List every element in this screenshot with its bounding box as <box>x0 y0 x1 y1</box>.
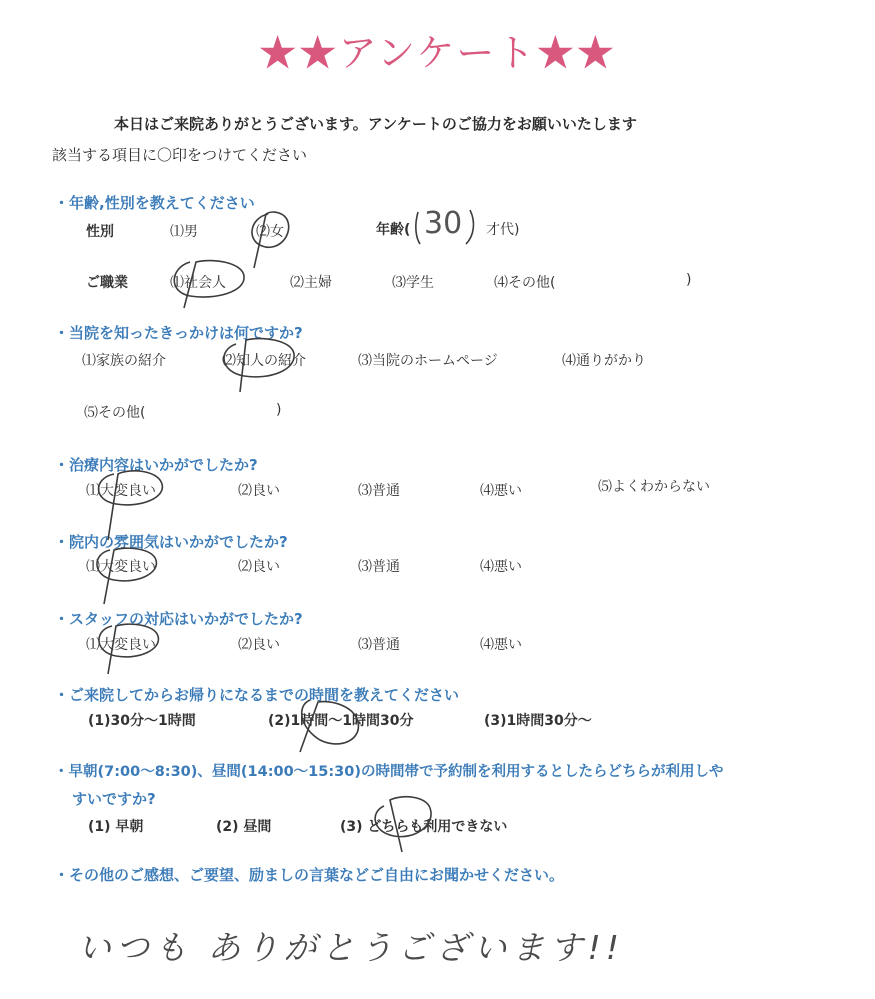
gender-label: 性別 <box>86 224 114 240</box>
found-option-family[interactable]: ⑴家族の紹介 <box>82 353 166 369</box>
circle-mark-gender-female <box>252 212 289 268</box>
age-label: 年齢( <box>376 222 411 238</box>
gender-option-female[interactable]: ⑵女 <box>256 224 284 240</box>
circle-mark-age <box>416 210 474 244</box>
question-atmosphere: ・院内の雰囲気はいかがでしたか? <box>54 533 288 551</box>
question-reservation-line1: ・早朝(7:00〜8:30)、昼間(14:00〜15:30)の時間帯で予約制を利用するとしたらどちらが利用しや <box>54 764 724 780</box>
atmosphere-option-good[interactable]: ⑵良い <box>238 559 280 575</box>
staff-option-good[interactable]: ⑵良い <box>238 637 280 653</box>
handwritten-comment[interactable]: いつも ありがとうございます!! <box>78 928 624 967</box>
treatment-option-very-good[interactable]: ⑴大変良い <box>86 483 156 499</box>
job-label: ご職業 <box>86 275 128 291</box>
age-suffix: 才代) <box>486 222 520 238</box>
job-other-close-paren: ) <box>686 272 692 288</box>
duration-option-90-plus[interactable]: (3)1時間30分〜 <box>484 713 592 729</box>
question-age-gender: ・年齢,性別を教えてください <box>54 194 255 212</box>
duration-option-60-90[interactable]: (2)1時間〜1時間30分 <box>268 713 414 729</box>
reservation-option-daytime[interactable]: (2) 昼間 <box>216 819 272 835</box>
circle-mark-staff-very-good <box>99 624 158 674</box>
question-visit-duration: ・ご来院してからお帰りになるまでの時間を教えてください <box>54 686 460 704</box>
treatment-option-bad[interactable]: ⑷悪い <box>480 483 522 499</box>
job-option-other[interactable]: ⑷その他( <box>494 275 556 291</box>
job-option-student[interactable]: ⑶学生 <box>392 275 434 291</box>
question-how-found: ・当院を知ったきっかけは何ですか? <box>54 324 303 342</box>
instruction-text: 該当する項目に〇印をつけてください <box>52 146 308 164</box>
treatment-option-unsure[interactable]: ⑸よくわからない <box>598 479 710 495</box>
job-option-worker[interactable]: ⑴社会人 <box>170 275 226 291</box>
staff-option-bad[interactable]: ⑷悪い <box>480 637 522 653</box>
question-treatment: ・治療内容はいかがでしたか? <box>54 456 258 474</box>
question-reservation-line2: すいですか? <box>72 790 156 808</box>
question-comments: ・その他のご感想、ご要望、励ましの言葉などご自由にお聞かせください。 <box>54 866 565 884</box>
circle-mark-found-acquaintance <box>224 339 294 392</box>
circle-mark-atmosphere-very-good <box>97 548 156 604</box>
reservation-option-morning[interactable]: (1) 早朝 <box>88 819 144 835</box>
staff-option-very-good[interactable]: ⑴大変良い <box>86 637 156 653</box>
circle-mark-job-worker <box>174 261 244 308</box>
gender-option-male[interactable]: ⑴男 <box>170 224 198 240</box>
found-option-passing[interactable]: ⑷通りがかり <box>562 353 646 369</box>
question-staff: ・スタッフの対応はいかがでしたか? <box>54 610 303 628</box>
treatment-option-normal[interactable]: ⑶普通 <box>358 483 400 499</box>
atmosphere-option-very-good[interactable]: ⑴大変良い <box>86 559 156 575</box>
reservation-option-neither[interactable]: (3) どちらも利用できない <box>340 819 508 835</box>
found-other-close-paren: ) <box>276 402 282 418</box>
atmosphere-option-bad[interactable]: ⑷悪い <box>480 559 522 575</box>
circle-mark-reservation-neither <box>375 797 431 852</box>
found-option-acquaintance[interactable]: ⑵知人の紹介 <box>222 353 306 369</box>
found-option-homepage[interactable]: ⑶当院のホームページ <box>358 353 498 369</box>
staff-option-normal[interactable]: ⑶普通 <box>358 637 400 653</box>
atmosphere-option-normal[interactable]: ⑶普通 <box>358 559 400 575</box>
survey-title: ★★アンケート★★ <box>258 31 617 75</box>
circle-mark-treatment-very-good <box>99 471 163 540</box>
treatment-option-good[interactable]: ⑵良い <box>238 483 280 499</box>
duration-option-30-60[interactable]: (1)30分〜1時間 <box>88 713 196 729</box>
job-option-housewife[interactable]: ⑵主婦 <box>290 275 332 291</box>
intro-text: 本日はご来院ありがとうございます。アンケートのご協力をお願いいたします <box>114 115 637 133</box>
found-option-other[interactable]: ⑸その他( <box>84 405 146 421</box>
circle-mark-duration-60-90 <box>300 700 358 752</box>
age-value-handwritten[interactable]: 30 <box>424 206 463 241</box>
